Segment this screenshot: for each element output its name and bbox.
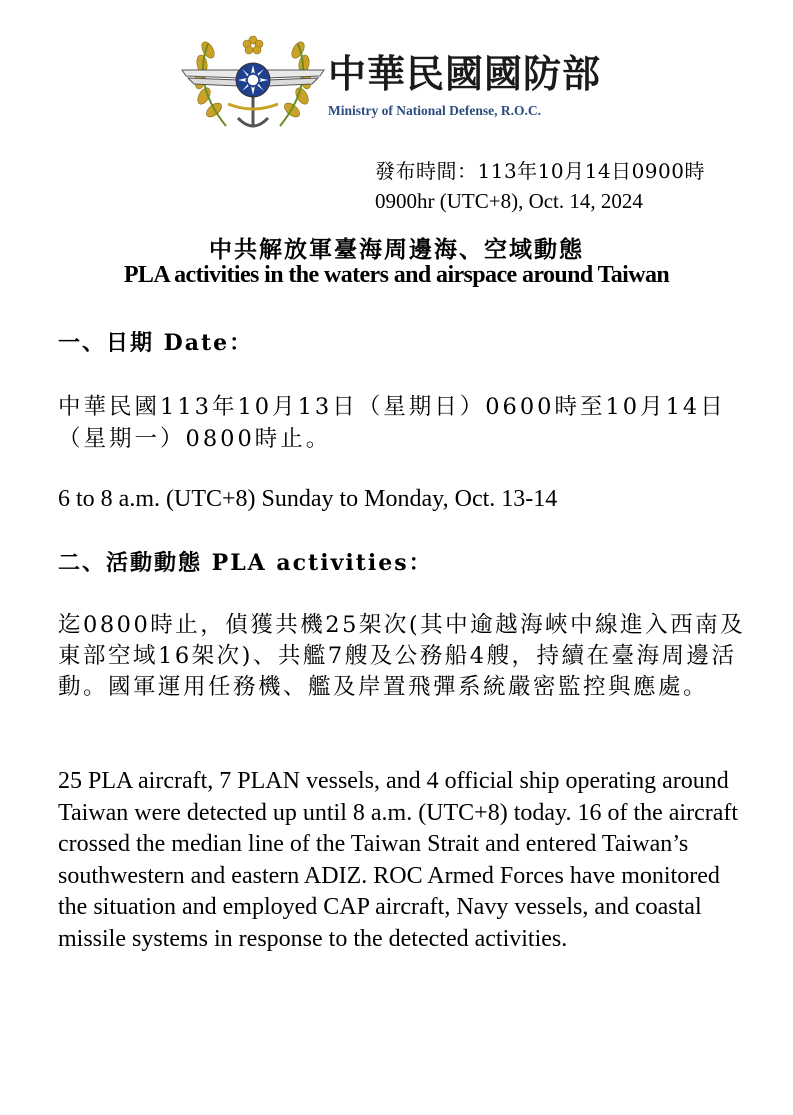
date-paragraph-en: 6 to 8 a.m. (UTC+8) Sunday to Monday, Oct. 13-14 [58,486,558,512]
section-heading-activities: 二、活動動態 PLA activities： [58,550,433,576]
title-zh: 中共解放軍臺海周邊海、空域動態 [209,236,584,263]
section-heading-date: 一、日期 Date： [58,330,254,356]
release-time-en: 0900hr (UTC+8), Oct. 14, 2024 [375,189,643,213]
activities-paragraph-en: 25 PLA aircraft, 7 PLAN vessels, and 4 official ship operating around Taiwan were detected up until 8 a.m. (UTC+8) today. 16 of the aircraft crossed the median line of the Taiwan Strait and entered Taiwan’s southwestern and eastern ADIZ. ROC Armed Forces have monitored the situation and employed CAP aircraft, Navy vessels, and coastal missile systems in response to the detected activities. [58,768,739,952]
release-time [375,156,705,216]
activities-paragraph-zh: 迄0800時止，偵獲共機25架次(其中逾越海峽中線進入西南及東部空域16架次)、共艦7艘及公務船4艘，持續在臺海周邊活動。國軍運用任務機、艦及岸置飛彈系統嚴密監控與應處。 [58,612,746,700]
org-name-en: Ministry of National Defense, R.O.C. [328,103,541,118]
release-time-zh: 發布時間：113年10月14日0900時 [375,159,705,183]
mnd-emblem-logo [178,34,328,138]
title-en: PLA activities in the waters and airspace around Taiwan [123,262,670,288]
date-paragraph-zh: 中華民國113年10月13日（星期日）0600時至10月14日（星期一）0800時止。 [58,394,726,452]
org-name-zh: 中華民國國防部 [328,51,602,96]
